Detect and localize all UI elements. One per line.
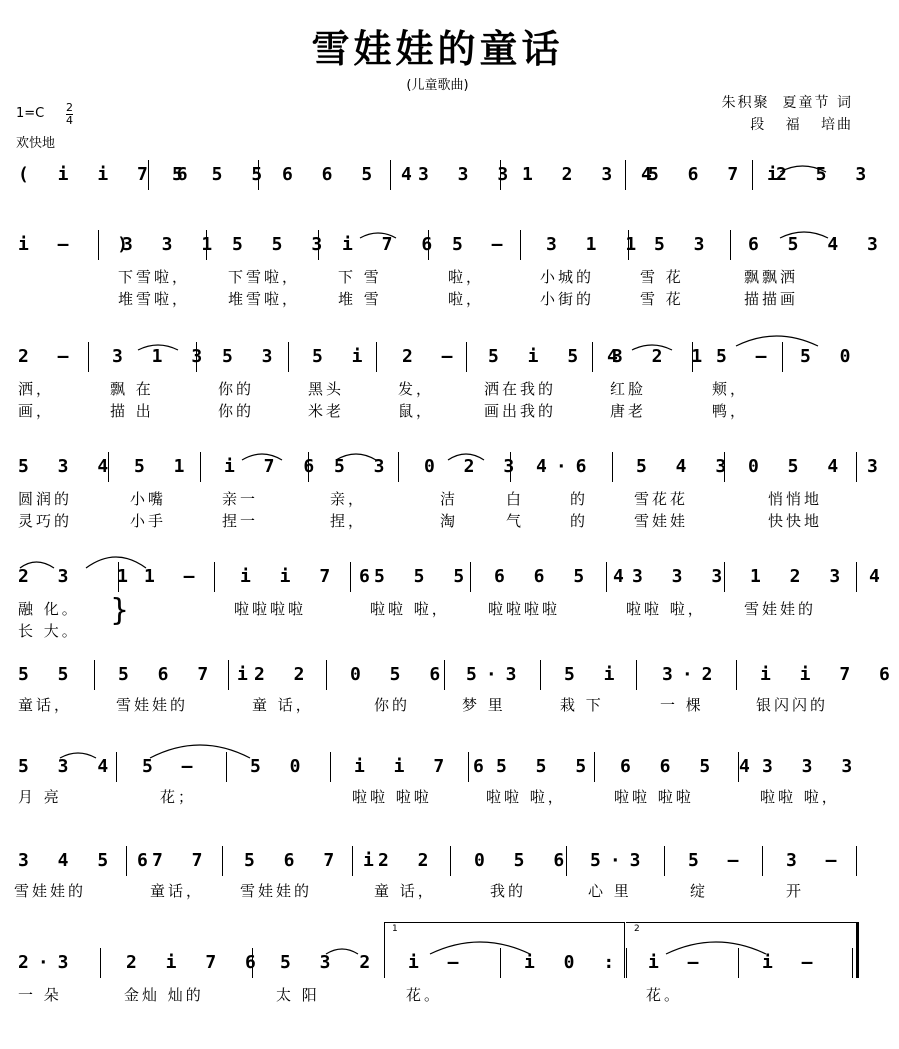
measure: 2 –: [402, 346, 462, 367]
measure: 0 5 4 3: [748, 456, 887, 477]
lyric: 洒在我的: [484, 380, 557, 398]
lyric: 融 化。: [18, 600, 80, 618]
measure: i 7 6: [342, 234, 442, 255]
measure: 2 –: [18, 346, 78, 367]
measure: i i 7 6: [354, 756, 493, 777]
lyric: 啦啦啦啦: [488, 600, 561, 618]
lyric: 一 朵: [18, 986, 62, 1004]
song-subtitle: (儿童歌曲): [406, 78, 469, 93]
lyric: 栽 下: [560, 696, 604, 714]
measure: 5 i: [564, 664, 624, 685]
measure: 3 1 1: [546, 234, 646, 255]
lyric: 的: [570, 490, 589, 508]
lyric: 啦啦 啦，: [626, 600, 706, 618]
lyric: 雪娃娃的: [240, 882, 313, 900]
lyric: 银闪闪的: [756, 696, 829, 714]
measure: i 7 6: [224, 456, 324, 477]
lyricist-credit: 朱积聚 夏童节 词: [721, 95, 853, 111]
measure: 1 2 3 4: [750, 566, 889, 587]
lyric: 黑头: [308, 380, 345, 398]
song-title: 雪娃娃的童话: [311, 26, 564, 71]
measure: 5 3: [222, 346, 282, 367]
lyric: 悄悄地: [768, 490, 823, 508]
lyric: 捏一: [222, 512, 259, 530]
lyric: 小城的: [540, 268, 595, 286]
lyric: 洁: [440, 490, 459, 508]
lyric: 你的: [218, 402, 255, 420]
measure: 5 3 2: [280, 952, 380, 973]
measure: 5 5 5: [172, 164, 272, 185]
lyric: 的: [570, 512, 589, 530]
lyric: 花。: [646, 986, 683, 1004]
lyric: 我的: [490, 882, 527, 900]
measure: 5 0: [250, 756, 310, 777]
measure: 5 –: [452, 234, 512, 255]
measure: 6 5 4 3: [748, 234, 887, 255]
lyric: 你的: [218, 380, 255, 398]
lyric: 雪花花: [634, 490, 689, 508]
lyric: 下雪啦，: [228, 268, 301, 286]
measure: 5 –: [142, 756, 202, 777]
measure: i –: [762, 952, 822, 973]
lyric: 啦啦 啦啦: [614, 788, 694, 806]
measure: 5 4 3: [636, 456, 736, 477]
lyric: 童话，: [18, 696, 73, 714]
lyric: 飘 在: [110, 380, 154, 398]
lyric: 描描画: [744, 290, 799, 308]
volta-2-label: 2: [634, 924, 640, 934]
measure: 3 3 3: [418, 164, 518, 185]
lyric: 绽: [690, 882, 709, 900]
lyric: 颊，: [712, 380, 749, 398]
lyric: 米老: [308, 402, 345, 420]
time-signature: [66, 102, 73, 127]
measure: 7 7: [152, 850, 212, 871]
measure: 5 5 3: [232, 234, 332, 255]
key-signature: 1=C: [16, 106, 45, 121]
measure: 5 5: [18, 664, 78, 685]
measure: i i 7 6: [240, 566, 379, 587]
lyric: 雪娃娃的: [744, 600, 817, 618]
measure: 5 i: [312, 346, 372, 367]
lyric: 捏，: [330, 512, 367, 530]
measure: 5 6 7 i: [244, 850, 383, 871]
meter-bottom: 4: [66, 114, 73, 127]
measure: i –: [408, 952, 468, 973]
lyric: 小嘴: [130, 490, 167, 508]
lyric: 啦啦 啦，: [760, 788, 840, 806]
measure: 3·2: [662, 664, 722, 685]
lyric: 飘飘洒: [744, 268, 799, 286]
measure: 3 4 5 6: [18, 850, 157, 871]
lyric: 你的: [374, 696, 411, 714]
lyric: 发，: [398, 380, 435, 398]
lyric: 啦啦 啦，: [486, 788, 566, 806]
lyric: 啦啦 啦啦: [352, 788, 432, 806]
measure: 5 3 4: [18, 756, 118, 777]
measure: 5 i 5 4: [488, 346, 627, 367]
tempo-marking: 欢快地: [16, 136, 56, 151]
lyric: 唐老: [610, 402, 647, 420]
lyric: 长 大。: [18, 622, 80, 640]
measure: 3 3 3: [632, 566, 732, 587]
measure: 5 3: [334, 456, 394, 477]
lyric: 花。: [406, 986, 443, 1004]
measure: 5 5 5: [496, 756, 596, 777]
measure: i 0 :: [524, 952, 624, 973]
lyric: 下雪啦，: [118, 268, 191, 286]
measure: i –: [648, 952, 708, 973]
lyric: 圆润的: [18, 490, 73, 508]
lyric: 描 出: [110, 402, 154, 420]
measure: 1 2 3 4: [522, 164, 661, 185]
measure: 2 5 3: [776, 164, 876, 185]
lyric: 雪 花: [640, 290, 684, 308]
measure: 2 2: [378, 850, 438, 871]
measure: 5·3: [590, 850, 650, 871]
lyric: 画出我的: [484, 402, 557, 420]
measure: 0 5 6: [350, 664, 450, 685]
lyric: 雪娃娃的: [14, 882, 87, 900]
lyric: 心 里: [588, 882, 632, 900]
lyric: 白: [506, 490, 525, 508]
lyric: 雪娃娃: [634, 512, 689, 530]
meter-top: 2: [66, 101, 73, 114]
lyric: 啦，: [448, 268, 485, 286]
lyric: 堆雪啦，: [118, 290, 191, 308]
measure: 2 i 7 6: [126, 952, 265, 973]
measure: 3 3 3: [762, 756, 862, 777]
lyric: 灵巧的: [18, 512, 73, 530]
lyric: 气: [506, 512, 525, 530]
lyric: 鸭，: [712, 402, 749, 420]
lyric: 花；: [160, 788, 197, 806]
measure: 4·6: [536, 456, 596, 477]
measure: 5 3 4: [18, 456, 118, 477]
lyric: 啦啦 啦，: [370, 600, 450, 618]
lyric: 下 雪: [338, 268, 382, 286]
measure: 2 2: [254, 664, 314, 685]
lyric: 红脸: [610, 380, 647, 398]
measure: 6 6 5 4: [620, 756, 759, 777]
lyric: 童 话，: [374, 882, 436, 900]
verse-brace-icon: }: [110, 593, 130, 628]
measure: 2·3: [18, 952, 78, 973]
lyric: 啦啦啦啦: [234, 600, 307, 618]
lyric: 鼠，: [398, 402, 435, 420]
measure: ( i i 7 6: [18, 164, 197, 185]
lyric: 童 话，: [252, 696, 314, 714]
lyric: 梦 里: [462, 696, 506, 714]
measure: 5 5 5: [374, 566, 474, 587]
lyric: 一 棵: [660, 696, 704, 714]
lyric: 童话，: [150, 882, 205, 900]
measure: 6 6 5 4: [494, 566, 633, 587]
lyric: 小手: [130, 512, 167, 530]
measure: i i 7 6: [760, 664, 899, 685]
lyric: 亲，: [330, 490, 367, 508]
measure: 5 1: [134, 456, 194, 477]
measure: 1 –: [144, 566, 204, 587]
measure: 6 6 5 4: [282, 164, 421, 185]
measure: 2 3 1: [18, 566, 138, 587]
measure: 5 6 7 i: [118, 664, 257, 685]
lyric: 雪娃娃的: [116, 696, 189, 714]
lyric: 亲一: [222, 490, 259, 508]
measure: 3 2 1: [612, 346, 712, 367]
composer-credit: 段 福 培曲: [750, 117, 853, 133]
lyric: 雪 花: [640, 268, 684, 286]
lyric: 洒，: [18, 380, 55, 398]
measure: 0 2 3: [424, 456, 524, 477]
volta-1-label: 1: [392, 924, 398, 934]
measure: 5 3: [654, 234, 714, 255]
measure: 3 –: [786, 850, 846, 871]
lyric: 太 阳: [276, 986, 320, 1004]
measure: 3 1 3: [112, 346, 212, 367]
measure: i – ): [18, 234, 138, 255]
lyric: 月 亮: [18, 788, 62, 806]
measure: 5 6 7 i: [648, 164, 787, 185]
lyric: 淘: [440, 512, 459, 530]
lyric: 堆雪啦，: [228, 290, 301, 308]
lyric: 画，: [18, 402, 55, 420]
measure: 3 3 1: [122, 234, 222, 255]
lyric: 堆 雪: [338, 290, 382, 308]
measure: 5 0: [800, 346, 860, 367]
measure: 0 5 6: [474, 850, 574, 871]
lyric: 小街的: [540, 290, 595, 308]
lyric: 开: [786, 882, 805, 900]
measure: 5 –: [688, 850, 748, 871]
measure: 5 –: [716, 346, 776, 367]
lyric: 快快地: [768, 512, 823, 530]
measure: 5·3: [466, 664, 526, 685]
lyric: 啦，: [448, 290, 485, 308]
lyric: 金灿 灿的: [124, 986, 204, 1004]
